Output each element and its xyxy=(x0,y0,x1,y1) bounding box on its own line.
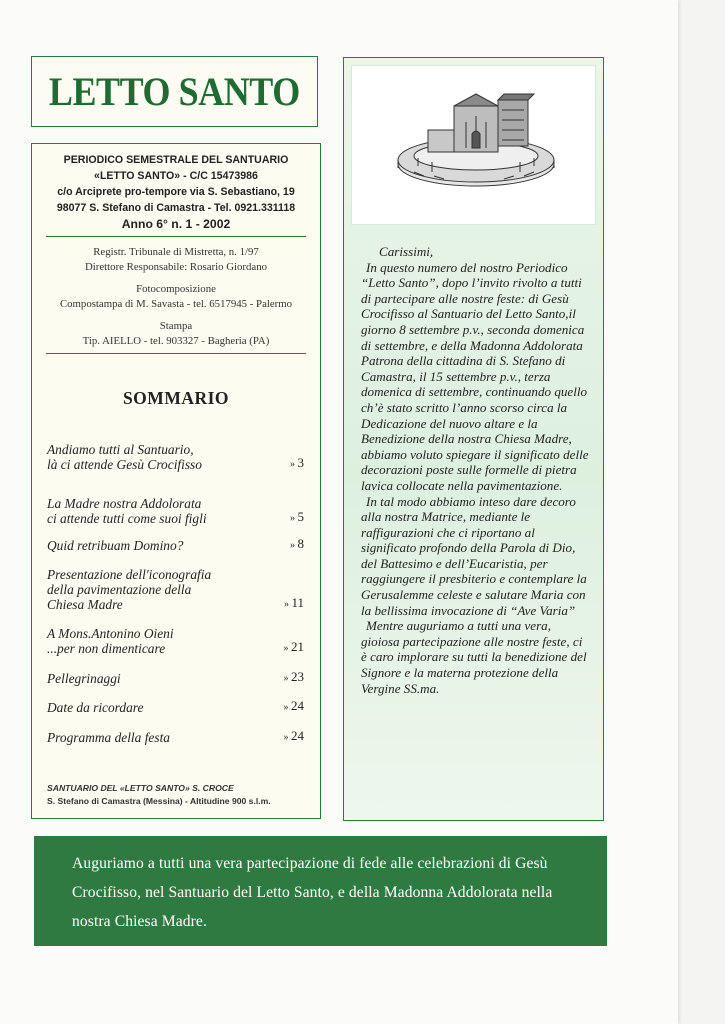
toc-item[interactable] xyxy=(47,700,304,715)
sanctuary-drawing-icon xyxy=(384,86,564,206)
toc-item-title: Programma della festa xyxy=(47,730,170,745)
toc-item-title: La Madre nostra Addolorata xyxy=(47,496,202,511)
letter-panel xyxy=(343,57,604,821)
info-panel xyxy=(31,143,321,819)
toc-item-page: » 8 xyxy=(290,536,304,553)
banner-text: Auguriamo a tutti una vera partecipazione di fede alle celebrazioni di Gesù Crocifisso, nel Santuario del Letto Santo, e della Madonna Addolorata nella nostra Chiesa Madre. xyxy=(72,855,553,930)
letter-paragraph: Mentre auguriamo a tutti una vera, gioiosa partecipazione alle nostre feste, ci è caro implorare su tutti la benedizione del Signore e la materna protezione della Vergine SS.ma. xyxy=(361,618,587,696)
toc-item[interactable] xyxy=(47,671,304,686)
publication-line-4: 98077 S. Stefano di Camastra - Tel. 0921.331118 xyxy=(56,202,296,214)
letter-paragraph: In questo numero del nostro Periodico “Letto Santo”, dopo l’invito rivolto a tutti di partecipare alle nostre feste: di Gesù Crocifisso al Santuario del Letto Santo,il giorno 8 settembre p.v., seconda domenica di settembre, e della Madonna Addolorata Patrona della cittadina di S. Stefano di Camastra, il 15 settembre p.v., terza domenica di settembre, continuando quello ch’è stato scritto l’anno scorso circa la Dedicazione del nuovo altare e la Benedizione della nostra Chiesa Madre, abbiamo voluto spiegare il significato delle decorazioni poste sulle formelle di pietra lavica collocate nella pavimentazione. xyxy=(361,259,589,493)
toc-item-title: là ci attende Gesù Crocifisso xyxy=(47,457,202,472)
toc-item-title: Presentazione dell'iconografia xyxy=(47,567,212,582)
toc-item-title: ...per non dimenticare xyxy=(47,641,166,656)
masthead xyxy=(31,56,318,127)
registration: Registr. Tribunale di Mistretta, n. 1/97 xyxy=(93,246,259,258)
toc-item-page: » 24 xyxy=(284,698,305,715)
printer: Tip. AIELLO - tel. 903327 - Bagheria (PA) xyxy=(82,335,270,347)
toc-item[interactable] xyxy=(47,626,304,656)
pastoral-letter xyxy=(361,244,589,696)
toc-item[interactable] xyxy=(47,496,304,526)
toc-item-title: A Mons.Antonino Oieni xyxy=(47,626,174,641)
director: Direttore Responsabile: Rosario Giordano xyxy=(84,261,267,273)
toc-item[interactable] xyxy=(47,538,304,553)
toc-item-title: ci attende tutti come suoi figli xyxy=(47,511,207,526)
divider xyxy=(46,236,306,237)
publication-line-3: c/o Arciprete pro-tempore via S. Sebastiano, 19 xyxy=(57,186,295,198)
typesetting: Compostampa di M. Savasta - tel. 6517945 - Palermo xyxy=(59,298,293,310)
publication-line-1: PERIODICO SEMESTRALE DEL SANTUARIO xyxy=(63,154,289,166)
masthead-title: LETTO SANTO xyxy=(49,69,300,114)
sommario-heading: SOMMARIO xyxy=(122,388,230,408)
toc-item-page: » 24 xyxy=(284,728,305,745)
publication-line-2: «LETTO SANTO» - C/C 15473986 xyxy=(94,170,258,182)
toc-item[interactable] xyxy=(47,442,304,472)
issue-number: Anno 6° n. 1 - 2002 xyxy=(121,217,231,231)
greeting-banner xyxy=(34,836,607,946)
toc-item-title: Chiesa Madre xyxy=(47,597,123,612)
publication-info xyxy=(32,152,320,232)
table-of-contents xyxy=(47,442,304,745)
toc-item[interactable] xyxy=(47,730,304,745)
toc-item-title: Quid retribuam Domino? xyxy=(47,538,184,553)
toc-item-title: Pellegrinaggi xyxy=(47,671,121,686)
toc-item-page: » 23 xyxy=(284,669,305,686)
divider xyxy=(46,353,306,354)
toc-item-title: Andiamo tutti al Santuario, xyxy=(47,442,194,457)
sanctuary-illustration xyxy=(351,65,596,225)
registry-info xyxy=(32,245,320,349)
typesetting-label: Fotocomposizione xyxy=(136,283,216,295)
toc-item[interactable] xyxy=(47,567,304,612)
sanctuary-name: SANTUARIO DEL «LETTO SANTO» S. CROCE xyxy=(47,783,234,793)
sanctuary-location: S. Stefano di Camastra (Messina) - Altitudine 900 s.l.m. xyxy=(47,796,271,806)
print-label: Stampa xyxy=(159,320,193,332)
letter-greeting: Carissimi, xyxy=(379,244,434,259)
toc-item-page: » 11 xyxy=(284,595,304,612)
toc-item-title: Date da ricordare xyxy=(47,700,144,715)
sanctuary-footer xyxy=(47,782,271,808)
toc-item-page: » 3 xyxy=(290,455,304,472)
toc-item-title: della pavimentazione della xyxy=(47,582,192,597)
letter-paragraph: In tal modo abbiamo inteso dare decoro alla nostra Matrice, mediante le raffigurazioni che ci riportano al significato profondo della Parola di Dio, del Battesimo e dell’Eucaristia, per raggiungere il presbiterio e contemplare la Gerusalemme celeste e salutare Maria con la bellissima invocazione di “Ave Varia” xyxy=(361,493,587,618)
toc-item-page: » 5 xyxy=(290,509,304,526)
toc-item-page: » 21 xyxy=(284,639,305,656)
